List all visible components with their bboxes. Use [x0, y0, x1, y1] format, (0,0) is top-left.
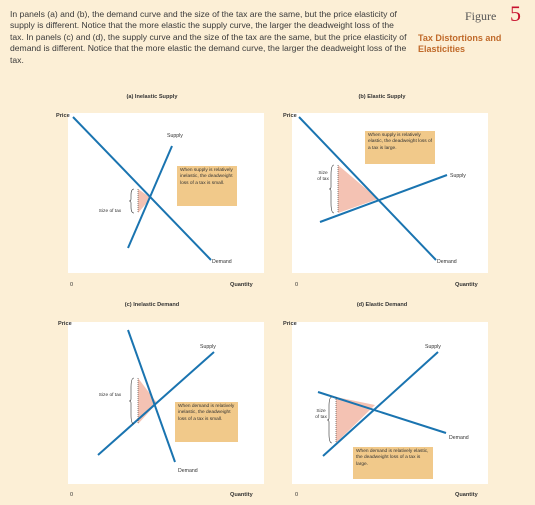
- figure-label: Figure: [465, 9, 497, 23]
- panel-d-demand-label: Demand: [449, 435, 469, 441]
- panel-c-size-label: Size of tax: [98, 393, 122, 398]
- panel-c-quantity-label: Quantity: [230, 492, 253, 498]
- panel-c-supply-label: Supply: [200, 344, 216, 350]
- panel-b-deadweight-loss: [338, 165, 378, 213]
- panel-a-supply-label: Supply: [167, 133, 183, 139]
- panel-b-note: When supply is relatively elastic, the deadweight loss of a tax is large.: [365, 131, 435, 164]
- panel-c-tax-brace: [129, 378, 134, 424]
- panel-b-price-label: Price: [283, 113, 297, 119]
- panel-d-title: (d) Elastic Demand: [356, 302, 408, 308]
- panel-c-price-label: Price: [58, 321, 72, 327]
- panel-a-size-label: Size of tax: [98, 209, 122, 214]
- panel-d-size-label: Size of tax: [315, 409, 327, 421]
- panel-a-quantity-label: Quantity: [230, 282, 253, 288]
- intro-text: In panels (a) and (b), the demand curve and the size of the tax are the same, but the price elasticity of supply is different. Notice that the more elastic the supply curve, the larger the deadweight loss of the tax. In panels (c) and (d), the supply curve and the size of the tax are the same, but the price elasticity of demand is different. Notice that the more elastic the demand curve, the larger the deadweight loss of the tax.: [10, 9, 407, 65]
- panel-a-origin: 0: [70, 282, 74, 288]
- figure-title: Tax Distortions and Elasticities: [418, 33, 502, 54]
- panel-a-demand-label: Demand: [212, 259, 232, 265]
- panel-b-size-label: Size of tax: [317, 171, 329, 183]
- panel-c-title: (c) Inelastic Demand: [124, 302, 180, 308]
- panel-a-price-label: Price: [56, 113, 70, 119]
- panel-c-note: When demand is relatively inelastic, the deadweight loss of a tax is small.: [175, 402, 238, 442]
- panel-c-demand-label: Demand: [178, 468, 198, 474]
- panel-d-note: When demand is relatively elastic, the deadweight loss of a tax is large.: [353, 447, 433, 479]
- panel-c-demand-curve: [128, 330, 175, 462]
- panel-b-supply-label: Supply: [450, 173, 466, 179]
- panel-b-title: (b) Elastic Supply: [358, 94, 406, 100]
- panel-d-quantity-label: Quantity: [455, 492, 478, 498]
- figure-number: 5: [510, 1, 521, 26]
- panel-a-note: When supply is relatively inelastic, the deadweight loss of a tax is small.: [177, 166, 237, 206]
- panel-d-supply-label: Supply: [425, 344, 441, 350]
- panel-d-origin: 0: [295, 492, 299, 498]
- panel-b-quantity-label: Quantity: [455, 282, 478, 288]
- panel-a-title: (a) Inelastic Supply: [126, 94, 178, 100]
- panel-b-origin: 0: [295, 282, 299, 288]
- panel-b-demand-label: Demand: [437, 259, 457, 265]
- panel-c-origin: 0: [70, 492, 74, 498]
- panel-d-price-label: Price: [283, 321, 297, 327]
